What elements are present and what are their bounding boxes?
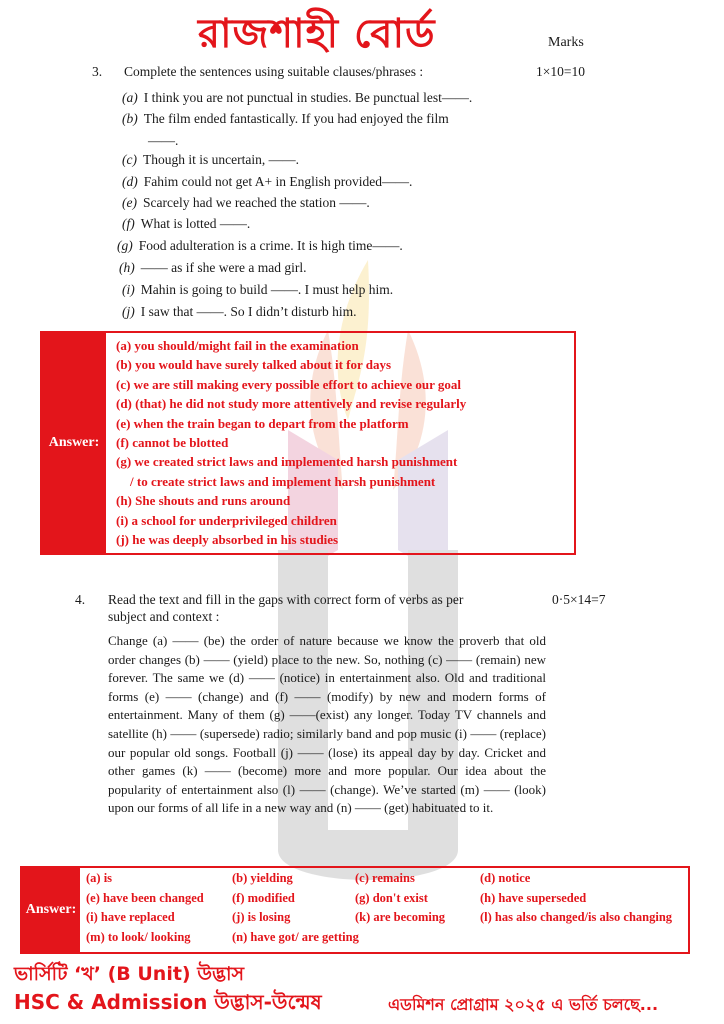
q4-answer-cell: (n) have got/ are getting [232, 929, 359, 944]
q3-item [122, 216, 250, 232]
q3-item-letter: (e) [122, 195, 137, 210]
q3-instruction: Complete the sentences using suitable clauses/phrases : [124, 64, 424, 79]
q3-answer-line: (f) cannot be blotted [116, 435, 229, 450]
q4-answer-cell: (f) modified [232, 890, 295, 905]
q3-item-letter: (j) [122, 304, 135, 319]
q3-item [122, 195, 370, 211]
q3-item-letter: (a) [122, 90, 138, 105]
q3-answer-line: (h) She shouts and runs around [116, 493, 291, 509]
q3-answer-line: (a) you should/might fail in the examination [116, 338, 359, 353]
q3-item [122, 90, 472, 106]
q3-answer-label: Answer: [42, 333, 106, 553]
q4-number: 4. [75, 592, 86, 607]
q3-answer-line: (d) (that) he did not study more attentively and revise regularly [116, 396, 467, 412]
q4-answer-box [20, 866, 690, 954]
footer-brand-line: HSC & Admission উদ্ভাস-উন্মেষ [14, 990, 322, 1014]
q3-item-letter: (c) [122, 152, 137, 167]
q3-item-b-continuation: ——. [148, 133, 179, 148]
q4-answer-cell: (b) yielding [232, 871, 293, 885]
q3-item-text: I saw that ——. So I didn’t disturb him. [140, 304, 357, 319]
q4-marks: 0·5×14=7 [552, 592, 606, 607]
q4-answer-label: Answer: [22, 868, 80, 952]
q3-item-text: The film ended fantastically. If you had enjoyed the film [143, 111, 449, 126]
q4-answer-cell: (a) is [86, 871, 113, 885]
q3-item-text: Food adulteration is a crime. It is high time——. [138, 238, 403, 253]
q4-answer-cell: (d) notice [480, 871, 531, 885]
q3-item-text: Scarcely had we reached the station ——. [142, 195, 370, 210]
q3-item-letter: (b) [122, 111, 138, 126]
q3-item [117, 238, 403, 254]
q4-answer-cell: (k) are becoming [355, 910, 446, 924]
q3-item [122, 152, 299, 168]
q3-answer-line: / to create strict laws and implement harsh punishment [130, 473, 436, 489]
q3-answer-line: (b) you would have surely talked about it for days [116, 357, 392, 373]
q3-item-text: Mahin is going to build ——. I must help him. [140, 282, 394, 297]
q4-answer-cell: (h) have superseded [480, 890, 587, 905]
q3-item-text: I think you are not punctual in studies. Be punctual lest——. [143, 90, 473, 105]
marks-heading: Marks [548, 35, 584, 50]
q3-item-letter: (f) [122, 216, 135, 231]
q3-answer-line: (g) we created strict laws and implemented harsh punishment [116, 454, 458, 470]
q3-item [122, 174, 412, 190]
q4-answer-cell: (e) have been changed [86, 890, 204, 905]
q3-marks: 1×10=10 [536, 64, 585, 79]
q3-item [122, 304, 357, 320]
q3-item [122, 282, 393, 298]
q3-item-letter: (h) [119, 260, 135, 275]
q4-instruction-line1: Read the text and fill in the gaps with correct form of verbs as per [108, 592, 464, 607]
q3-item-text: Fahim could not get A+ in English provided——. [143, 174, 413, 189]
q4-answer-cell: (l) has also changed/is also changing [480, 910, 673, 924]
q3-item-text: Though it is uncertain, ——. [142, 152, 299, 167]
q4-answer-cell: (m) to look/ looking [86, 929, 191, 944]
q3-answer-line: (i) a school for underprivileged children [116, 512, 337, 528]
q3-answer-line: (e) when the train began to depart from the platform [116, 415, 409, 431]
q4-instruction-line2: subject and context : [108, 609, 220, 624]
q3-answer-line: (j) he was deeply absorbed in his studies [116, 532, 339, 547]
q4-passage: Change (a) —— (be) the order of nature because we know the proverb that old order changes (b) —— (yield) place to the new. So, nothing (c) —— (remain) new forever. The same we (d) —— (notice) in entertainment also. Old and traditional forms (e) —— (change) and (f) —— (modify) by new and modern forms of entertainment. Many of them (g) ——(exist) any longer. Today TV channels and satellite (h) —— (supersede) radio; similarly band and pop music (i) —— (replace) our popular old songs. Football (j) —— (lose) its appeal day by day. Cricket and other games (k) —— (become) more and more popular. Our idea about the popularity of entertainment also (l) —— (change). We’ve started (m) —— (look) upon our forms of all life in a new way and (n) —— (get) habituated to it. [108, 633, 546, 816]
q3-answer-line: (c) we are still making every possible effort to achieve our goal [116, 376, 462, 392]
q3-item [119, 260, 306, 276]
q3-item-text: What is lotted ——. [140, 216, 251, 231]
q4-answer-cell: (c) remains [355, 871, 415, 885]
q3-number: 3. [92, 64, 103, 79]
q3-item-letter: (d) [122, 174, 138, 189]
q4-answer-cell: (i) have replaced [86, 910, 175, 924]
q4-answer-cell: (g) don't exist [355, 890, 428, 905]
q3-answer-box [40, 331, 576, 555]
q3-item-letter: (i) [122, 282, 135, 297]
q4-answer-cell: (j) is losing [232, 910, 291, 924]
board-title: রাজশাহী বোর্ড [198, 11, 436, 57]
q3-item-letter: (g) [117, 238, 133, 253]
footer-unit-line: ভার্সিটি ‘খ’ (B Unit) উদ্ভাস [14, 963, 245, 985]
q3-item-text: —— as if she were a mad girl. [140, 260, 307, 275]
footer-admission-notice: এডমিশন প্রোগ্রাম ২০২৫ এ ভর্তি চলছে... [388, 995, 659, 1014]
q3-item [122, 111, 449, 127]
